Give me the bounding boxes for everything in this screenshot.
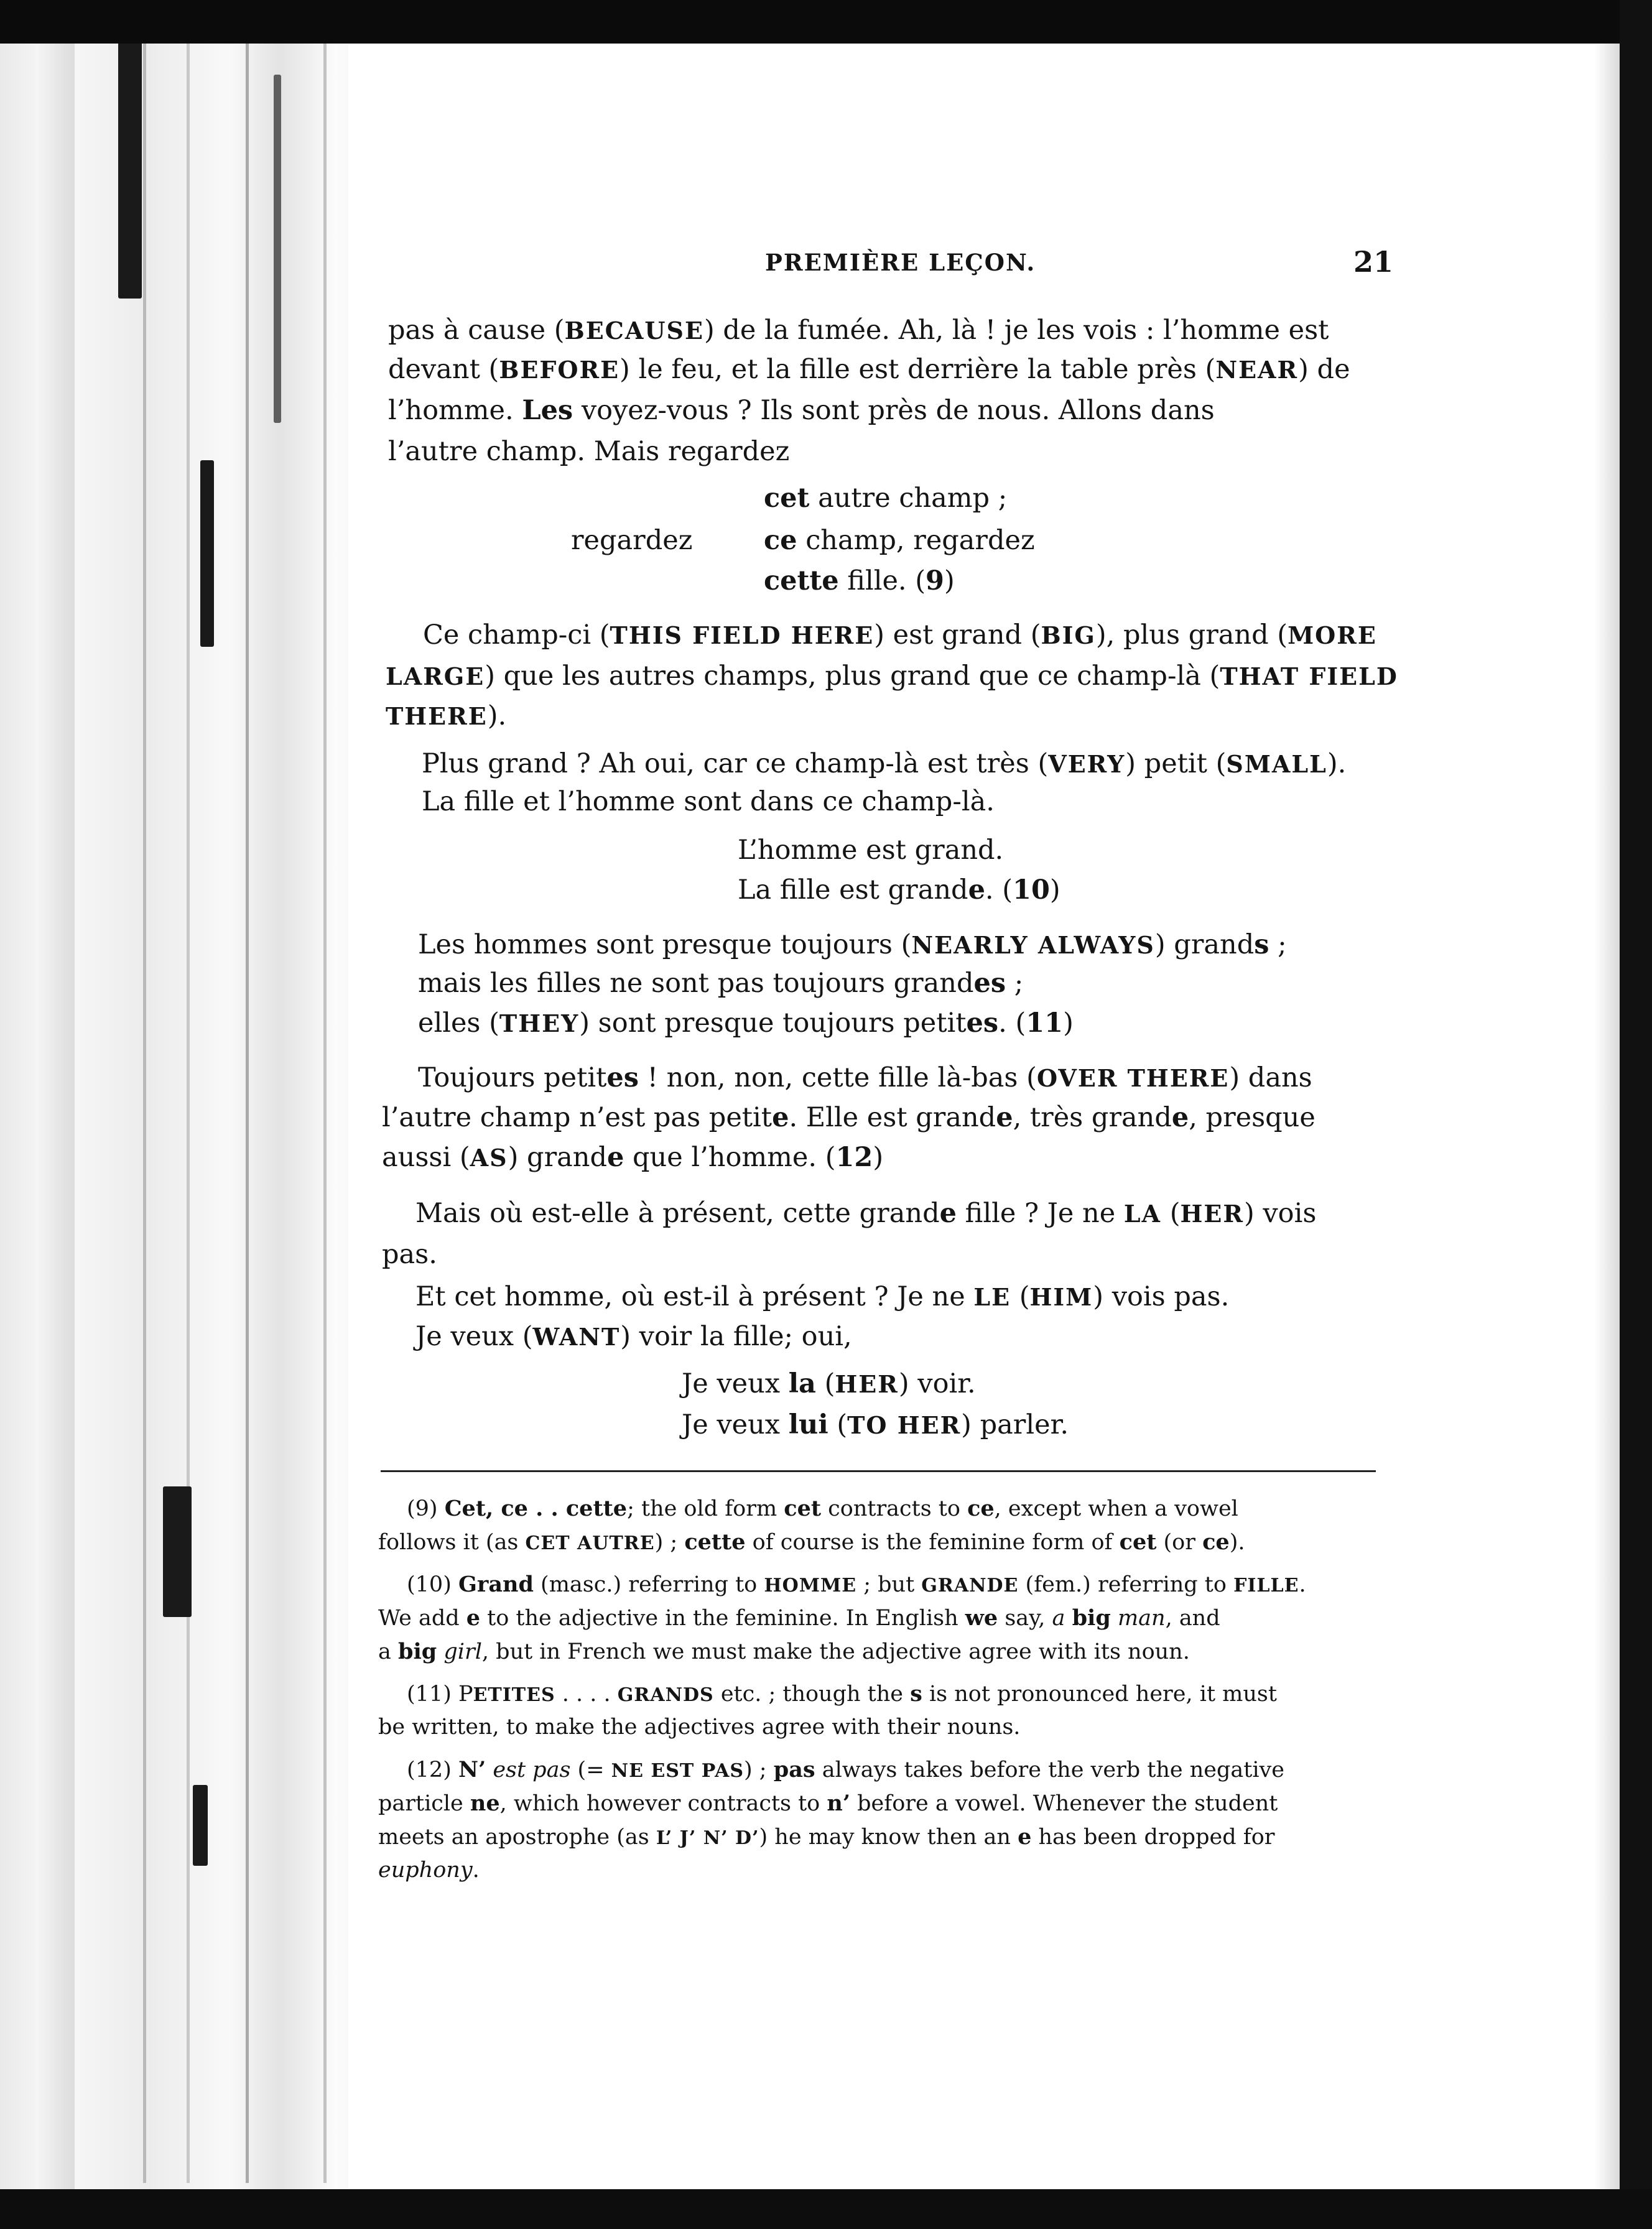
bold-term: cet — [784, 1496, 822, 1521]
body-line: Et cet homme, où est-il à présent ? Je ne LE (HIM) vois pas. — [415, 1281, 1230, 1312]
gloss-term: HER — [1180, 1200, 1244, 1228]
footnote-line: (9) Cet, ce . . cette; the old form cet contracts to ce, except when a vowel — [407, 1496, 1238, 1521]
bold-term: e — [1018, 1824, 1032, 1850]
bold-term: ce — [1202, 1529, 1230, 1555]
body-line: devant (BEFORE) le feu, et la fille est derrière la table près (NEAR) de — [388, 354, 1350, 385]
footnote-line: We add e to the adjective in the feminine. In English we say, a big man, and — [378, 1605, 1220, 1631]
gloss-term: THERE — [386, 702, 488, 730]
page-edge-line — [143, 44, 146, 2183]
body-line: Les hommes sont presque toujours (NEARLY ALWAYS) grands ; — [418, 929, 1287, 960]
italic-term: euphony — [378, 1858, 473, 1883]
gloss-term: CET AUTRE — [525, 1532, 655, 1554]
italic-term: est pas — [493, 1758, 571, 1782]
body-line: La fille est grande. (10) — [738, 874, 1060, 906]
scan-left-margin — [0, 0, 75, 2229]
bold-term: e — [607, 1142, 624, 1173]
gloss-term: BIG — [1041, 621, 1096, 649]
footnote-line: (11) PETITES . . . . GRANDS etc. ; though the s is not pronounced here, it must — [407, 1681, 1277, 1707]
gloss-term: FILLE — [1233, 1575, 1299, 1596]
bold-term: es — [966, 1008, 999, 1039]
gloss-term: VERY — [1048, 750, 1126, 778]
gloss-term: LA — [1123, 1200, 1162, 1228]
body-line: l’autre champ. Mais regardez — [388, 436, 790, 467]
bold-term: ce — [967, 1496, 995, 1521]
body-line: THERE). — [386, 700, 507, 731]
footnote-line: (10) Grand (masc.) referring to HOMME ; but GRANDE (fem.) referring to FILLE. — [407, 1572, 1306, 1597]
gloss-term: LE — [973, 1283, 1011, 1311]
footnote-line: particle ne, which however contracts to n’ before a vowel. Whenever the student — [378, 1791, 1278, 1816]
bold-term: ne — [470, 1791, 500, 1816]
gloss-term: THIS FIELD HERE — [610, 621, 875, 649]
gloss-term: THAT FIELD — [1220, 662, 1398, 690]
bold-term: e — [996, 1102, 1013, 1133]
binding-shadow — [193, 1785, 208, 1866]
bold-term: e — [772, 1102, 789, 1133]
body-line: Je veux (WANT) voir la fille; oui, — [415, 1321, 852, 1352]
bold-term: 9 — [926, 565, 944, 596]
gloss-term: NEARLY ALWAYS — [911, 931, 1155, 959]
gloss-term: WANT — [532, 1323, 621, 1351]
running-title: PREMIÈRE LEÇON. — [765, 249, 1036, 276]
gloss-term: HIM — [1029, 1283, 1093, 1311]
gloss-term: HOMME — [764, 1575, 857, 1596]
footnote-line: be written, to make the adjectives agree with their nouns. — [378, 1715, 1021, 1740]
footnote-line: a big girl, but in French we must make the adjective agree with its noun. — [378, 1639, 1190, 1664]
gloss-term: BECAUSE — [564, 317, 704, 345]
italic-term: man — [1117, 1606, 1166, 1631]
page-edge-line — [323, 44, 327, 2183]
footnote-line: follows it (as CET AUTRE) ; cette of course is the feminine form of cet (or ce). — [378, 1529, 1245, 1555]
body-line: L’homme est grand. — [738, 835, 1004, 866]
bold-term: la — [788, 1368, 816, 1399]
scan-border-top — [0, 0, 1652, 44]
bold-term: es — [606, 1062, 639, 1093]
bold-term: ce — [764, 525, 797, 556]
body-line: aussi (AS) grande que l’homme. (12) — [382, 1142, 884, 1173]
body-line: regardez — [571, 525, 693, 556]
gloss-term: SMALL — [1226, 750, 1327, 778]
bold-term: 12 — [835, 1142, 873, 1173]
body-line: Je veux la (HER) voir. — [682, 1368, 976, 1399]
body-line: pas. — [382, 1239, 437, 1270]
bold-term: e — [466, 1605, 481, 1631]
bold-term: 10 — [1013, 874, 1050, 906]
bold-term: s — [910, 1681, 922, 1707]
footnote-line: (12) N’ est pas (= NE EST PAS) ; pas always takes before the verb the negative — [407, 1757, 1285, 1782]
gloss-term: THEY — [499, 1009, 580, 1037]
binding-shadow — [200, 460, 214, 647]
body-line: ce champ, regardez — [764, 525, 1035, 556]
bold-term: Les — [522, 395, 573, 426]
gloss-term: BEFORE — [499, 356, 620, 384]
binding-shadow — [274, 75, 281, 423]
bold-term: s — [1254, 929, 1269, 960]
bold-term: we — [965, 1605, 998, 1631]
body-line: LARGE) que les autres champs, plus grand que ce champ-là (THAT FIELD — [386, 660, 1398, 692]
bold-term: N’ — [458, 1757, 486, 1782]
footnote-line: euphony. — [378, 1858, 480, 1883]
bold-term: lui — [788, 1409, 828, 1440]
bold-term: e — [1171, 1102, 1189, 1133]
bold-term: cette — [684, 1529, 746, 1555]
gloss-term: LARGE — [386, 662, 485, 690]
bold-term: cet — [764, 483, 810, 514]
body-line: Plus grand ? Ah oui, car ce champ-là est très (VERY) petit (SMALL). — [422, 748, 1347, 779]
body-line: l’homme. Les voyez-vous ? Ils sont près de nous. Allons dans — [388, 395, 1215, 426]
page-edge-shadow — [1595, 44, 1620, 2189]
bold-term: n’ — [827, 1791, 851, 1816]
footnote-rule — [381, 1470, 1376, 1472]
body-line: cette fille. (9) — [764, 565, 955, 596]
binding-shadow — [118, 37, 142, 299]
bold-term: pas — [773, 1757, 815, 1782]
gloss-term: ETITES — [473, 1684, 555, 1706]
gloss-term: NEAR — [1215, 356, 1299, 384]
gloss-term: GRANDS — [617, 1684, 714, 1706]
body-line: La fille et l’homme sont dans ce champ-là. — [422, 786, 995, 817]
bold-term: cet — [1119, 1529, 1157, 1555]
bold-term: e — [968, 874, 985, 906]
body-line: pas à cause (BECAUSE) de la fumée. Ah, là ! je les vois : l’homme est — [388, 315, 1329, 346]
bold-term: Grand — [458, 1572, 534, 1597]
bold-term: 11 — [1026, 1008, 1064, 1039]
page-edge-line — [246, 44, 249, 2183]
body-line: Ce champ-ci (THIS FIELD HERE) est grand (BIG), plus grand (MORE — [423, 619, 1377, 651]
gloss-term: TO HER — [847, 1411, 962, 1439]
body-line: Mais où est-elle à présent, cette grande fille ? Je ne LA (HER) vois — [415, 1198, 1317, 1229]
gloss-term: MORE — [1288, 621, 1377, 649]
binding-shadow — [163, 1486, 192, 1617]
body-line: l’autre champ n’est pas petite. Elle est grande, très grande, presque — [382, 1102, 1316, 1133]
gloss-term: NE EST PAS — [611, 1760, 745, 1782]
gloss-term: L’ J’ N’ D’ — [656, 1827, 759, 1849]
bold-term: e — [939, 1198, 957, 1229]
bold-term: es — [973, 968, 1006, 999]
gloss-term: AS — [470, 1144, 508, 1172]
body-line: Toujours petites ! non, non, cette fille là-bas (OVER THERE) dans — [418, 1062, 1312, 1093]
bold-term: cette — [764, 565, 839, 596]
gloss-term: GRANDE — [921, 1575, 1019, 1596]
scan-border-right — [1620, 0, 1652, 2229]
body-line: elles (THEY) sont presque toujours petites. (11) — [418, 1008, 1074, 1039]
page-number: 21 — [1353, 245, 1393, 279]
scan-border-bottom — [0, 2189, 1652, 2229]
bold-term: big — [1072, 1605, 1111, 1631]
footnote-line: meets an apostrophe (as L’ J’ N’ D’) he may know then an e has been dropped for — [378, 1824, 1275, 1850]
body-line: mais les filles ne sont pas toujours grandes ; — [418, 968, 1024, 999]
page-edge-line — [187, 44, 190, 2183]
body-line: cet autre champ ; — [764, 483, 1008, 514]
bold-term: Cet, ce . . cette — [444, 1496, 628, 1521]
gloss-term: OVER THERE — [1036, 1064, 1230, 1092]
italic-term: a — [1052, 1606, 1065, 1631]
bold-term: big — [398, 1639, 437, 1664]
body-line: Je veux lui (TO HER) parler. — [682, 1409, 1069, 1440]
italic-term: girl — [443, 1639, 482, 1664]
running-header — [765, 245, 1393, 280]
gloss-term: HER — [835, 1370, 899, 1398]
